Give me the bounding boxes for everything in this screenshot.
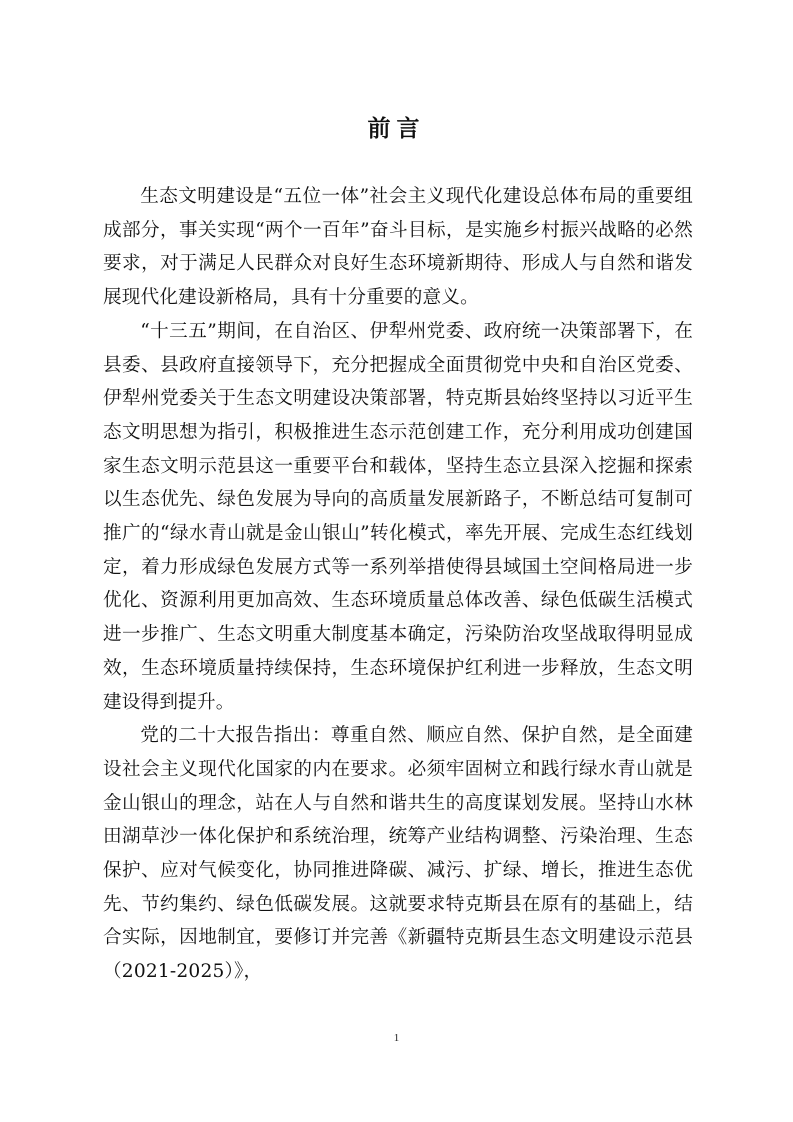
paragraph-2: “十三五”期间，在自治区、伊犁州党委、政府统一决策部署下，在县委、县政府直接领导下，充分把握成全面贯彻党中央和自治区党委、伊犁州党委关于生态文明建设决策部署，特克斯县始终坚持以习近平生态文明思想为指引，积极推进生态示范创建工作，充分利用成功创建国家生态文明示范县这一重要平台和载体，坚持生态立县深入挖掘和探索以生态优先、绿色发展为导向的高质量发展新路子，不断总结可复制可推广的“绿水青山就是金山银山”转化模式，率先开展、完成生态红线划定，着力形成绿色发展方式等一系列举措使得县域国土空间格局进一步优化、资源利用更加高效、生态环境质量总体改善、绿色低碳生活模式进一步推广、生态文明重大制度基本确定，污染防治攻坚战取得明显成效，生态环境质量持续保持，生态环境保护红利进一步释放，生态文明建设得到提升。 <box>103 320 693 713</box>
page-title: 前言 <box>367 116 426 142</box>
paragraph-3: 党的二十大报告指出：尊重自然、顺应自然、保护自然，是全面建设社会主义现代化国家的内在要求。必须牢固树立和践行绿水青山就是金山银山的理念，站在人与自然和谐共生的高度谋划发展。坚持山水林田湖草沙一体化保护和系统治理，统筹产业结构调整、污染治理、生态保护、应对气候变化，协同推进降碳、减污、扩绿、增长，推进生态优先、节约集约、绿色低碳发展。这就要求特克斯县在原有的基础上，结合实际，因地制宜，要修订并完善《新疆特克斯县生态文明建设示范县（2021-2025）》， <box>103 725 693 983</box>
page-number: 1 <box>393 1032 400 1044</box>
paragraph-1: 生态文明建设是“五位一体”社会主义现代化建设总体布局的重要组成部分，事关实现“两个一百年”奋斗目标，是实施乡村振兴战略的必然要求，对于满足人民群众对良好生态环境新期待、形成人与自然和谐发展现代化建设新格局，具有十分重要的意义。 <box>103 186 693 309</box>
document-body <box>103 180 693 989</box>
